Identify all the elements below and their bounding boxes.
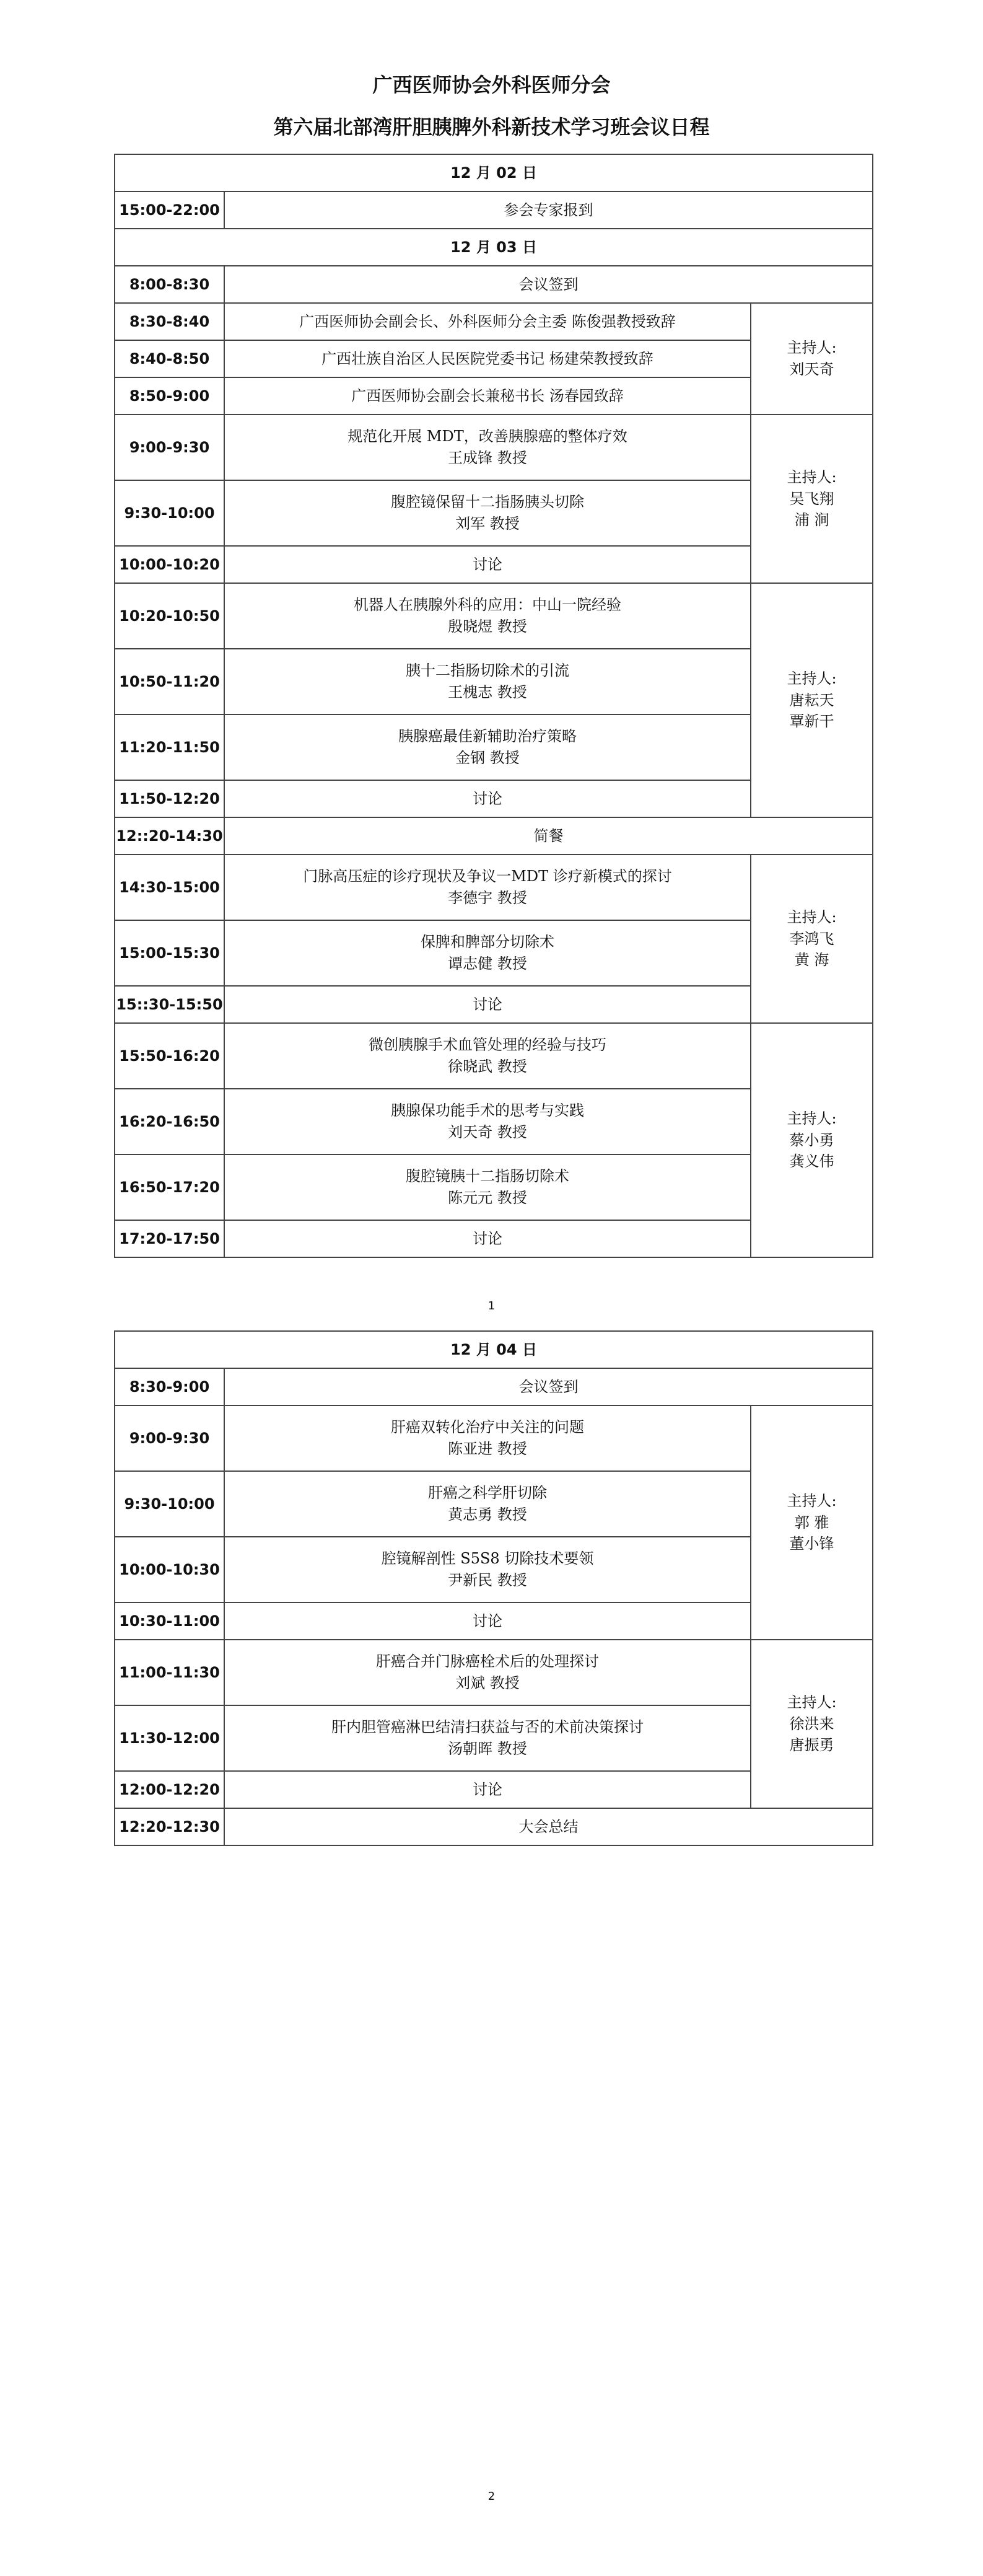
time-cell: 15:50-16:20 (115, 1023, 224, 1089)
session-cell: 讨论 (224, 780, 751, 817)
host-cell (751, 1405, 873, 1640)
speaker-name: 陈亚进 教授 (448, 1440, 527, 1457)
session-cell (224, 583, 751, 649)
time-cell: 8:00-8:30 (115, 266, 224, 303)
speaker-name: 刘斌 教授 (455, 1674, 520, 1692)
time-cell: 12:20-12:30 (115, 1808, 224, 1845)
time-cell: 9:00-9:30 (115, 415, 224, 480)
talk-title: 胰十二指肠切除术的引流 (406, 662, 569, 680)
host-name: 龚义伟 (789, 1153, 834, 1171)
time-cell: 9:30-10:00 (115, 1471, 224, 1537)
schedule-row (115, 583, 873, 649)
session-cell: 简餐 (224, 817, 873, 855)
host-name: 唐耘天 (789, 691, 834, 709)
time-cell: 10:50-11:20 (115, 649, 224, 714)
time-cell: 12::20-14:30 (115, 817, 224, 855)
host-cell (751, 415, 873, 583)
session-cell (224, 1471, 751, 1537)
talk-title: 腔镜解剖性 S5S8 切除技术要领 (381, 1550, 594, 1568)
time-cell: 10:00-10:30 (115, 1537, 224, 1602)
speaker-name: 王槐志 教授 (448, 684, 527, 701)
talk-title: 肝癌合并门脉癌栓术后的处理探讨 (376, 1653, 599, 1671)
time-cell: 10:00-10:20 (115, 546, 224, 583)
host-name: 覃新干 (789, 713, 834, 731)
host-cell (751, 303, 873, 415)
host-cell (751, 1640, 873, 1808)
session-cell (224, 920, 751, 986)
speaker-name: 金钢 教授 (455, 749, 520, 767)
document-subtitle: 第六届北部湾肝胆胰脾外科新技术学习班会议日程 (273, 115, 710, 139)
schedule-table-page-2 (114, 1330, 873, 1846)
talk-title: 微创胰腺手术血管处理的经验与技巧 (369, 1036, 606, 1054)
session-cell (224, 714, 751, 780)
day-header: 12 月 03 日 (115, 229, 873, 266)
session-cell (224, 649, 751, 714)
talk-title: 规范化开展 MDT，改善胰腺癌的整体疗效 (347, 428, 627, 446)
time-cell: 15:00-22:00 (115, 191, 224, 229)
host-label: 主持人: (787, 908, 837, 926)
talk-title: 腹腔镜保留十二指肠胰头切除 (391, 493, 584, 511)
time-cell: 8:40-8:50 (115, 340, 224, 377)
speaker-name: 尹新民 教授 (448, 1572, 527, 1589)
talk-title: 胰腺癌最佳新辅助治疗策略 (398, 728, 577, 745)
host-name: 徐洪来 (789, 1715, 834, 1733)
session-cell: 讨论 (224, 546, 751, 583)
host-label: 主持人: (787, 1492, 837, 1510)
session-cell (224, 1089, 751, 1154)
speaker-name: 汤朝晖 教授 (448, 1740, 527, 1757)
host-cell (751, 855, 873, 1023)
host-name: 李鸿飞 (789, 930, 834, 947)
schedule-row (115, 1023, 873, 1089)
session-cell (224, 1023, 751, 1089)
session-cell (224, 1705, 751, 1771)
host-label: 主持人: (787, 339, 837, 357)
time-cell: 16:20-16:50 (115, 1089, 224, 1154)
time-cell: 8:50-9:00 (115, 377, 224, 415)
session-cell (224, 1154, 751, 1220)
host-name: 董小锋 (789, 1535, 834, 1553)
session-cell (224, 1405, 751, 1471)
schedule-row (115, 1808, 873, 1845)
talk-title: 肝内胆管癌淋巴结清扫获益与否的术前决策探讨 (331, 1718, 644, 1736)
session-cell (224, 415, 751, 480)
session-cell: 讨论 (224, 986, 751, 1023)
speaker-name: 黄志勇 教授 (448, 1506, 527, 1523)
host-name: 刘天奇 (789, 361, 834, 378)
time-cell: 11:50-12:20 (115, 780, 224, 817)
schedule-row (115, 1405, 873, 1471)
session-cell: 讨论 (224, 1602, 751, 1640)
speaker-name: 刘天奇 教授 (448, 1123, 527, 1141)
host-name: 郭 雅 (794, 1513, 829, 1531)
host-name: 浦 涧 (794, 511, 829, 529)
schedule-row (115, 191, 873, 229)
speaker-name: 李德宇 教授 (448, 889, 527, 907)
host-label: 主持人: (787, 669, 837, 687)
schedule-row (115, 266, 873, 303)
schedule-row (115, 855, 873, 920)
session-cell: 讨论 (224, 1220, 751, 1257)
session-cell (224, 1537, 751, 1602)
page-number: 1 (487, 1299, 496, 1312)
session-cell (224, 1640, 751, 1705)
speaker-name: 殷晓煜 教授 (448, 618, 527, 635)
schedule-row (115, 1368, 873, 1405)
session-cell: 广西医师协会副会长、外科医师分会主委 陈俊强教授致辞 (224, 303, 751, 340)
session-cell: 广西医师协会副会长兼秘书长 汤春园致辞 (224, 377, 751, 415)
schedule-row (115, 1640, 873, 1705)
talk-title: 肝癌双转化治疗中关注的问题 (391, 1418, 584, 1436)
speaker-name: 王成锋 教授 (448, 449, 527, 467)
time-cell: 9:00-9:30 (115, 1405, 224, 1471)
time-cell: 17:20-17:50 (115, 1220, 224, 1257)
host-label: 主持人: (787, 468, 837, 486)
speaker-name: 谭志健 教授 (448, 955, 527, 972)
talk-title: 胰腺保功能手术的思考与实践 (391, 1102, 584, 1120)
host-name: 吴飞翔 (789, 490, 834, 508)
host-label: 主持人: (787, 1109, 837, 1127)
schedule-row (115, 415, 873, 480)
session-cell (224, 480, 751, 546)
host-name: 黄 海 (794, 951, 829, 969)
time-cell: 16:50-17:20 (115, 1154, 224, 1220)
speaker-name: 徐晓武 教授 (448, 1058, 527, 1075)
time-cell: 10:20-10:50 (115, 583, 224, 649)
session-cell: 讨论 (224, 1771, 751, 1808)
talk-title: 保脾和脾部分切除术 (421, 933, 554, 951)
time-cell: 8:30-9:00 (115, 1368, 224, 1405)
day-header: 12 月 04 日 (115, 1331, 873, 1368)
time-cell: 10:30-11:00 (115, 1602, 224, 1640)
session-cell: 广西壮族自治区人民医院党委书记 杨建荣教授致辞 (224, 340, 751, 377)
time-cell: 11:30-12:00 (115, 1705, 224, 1771)
schedule-row (115, 817, 873, 855)
session-cell: 大会总结 (224, 1808, 873, 1845)
time-cell: 12:00-12:20 (115, 1771, 224, 1808)
session-cell (224, 855, 751, 920)
session-cell: 会议签到 (224, 1368, 873, 1405)
host-name: 蔡小勇 (789, 1131, 834, 1149)
page-number: 2 (487, 2490, 496, 2503)
talk-title: 肝癌之科学肝切除 (428, 1484, 547, 1502)
schedule-table-page-1 (114, 154, 873, 1258)
session-cell: 参会专家报到 (224, 191, 873, 229)
time-cell: 8:30-8:40 (115, 303, 224, 340)
host-cell (751, 583, 873, 817)
speaker-name: 刘军 教授 (455, 515, 520, 532)
talk-title: 机器人在胰腺外科的应用：中山一院经验 (354, 596, 621, 614)
time-cell: 15::30-15:50 (115, 986, 224, 1023)
host-cell (751, 1023, 873, 1257)
schedule-row (115, 303, 873, 340)
host-name: 唐振勇 (789, 1736, 834, 1754)
host-label: 主持人: (787, 1693, 837, 1711)
talk-title: 门脉高压症的诊疗现状及争议一MDT 诊疗新模式的探讨 (303, 868, 672, 886)
talk-title: 腹腔镜胰十二指肠切除术 (406, 1167, 569, 1185)
time-cell: 14:30-15:00 (115, 855, 224, 920)
time-cell: 9:30-10:00 (115, 480, 224, 546)
speaker-name: 陈元元 教授 (448, 1189, 527, 1207)
time-cell: 15:00-15:30 (115, 920, 224, 986)
document-title: 广西医师协会外科医师分会 (372, 73, 611, 97)
session-cell: 会议签到 (224, 266, 873, 303)
time-cell: 11:20-11:50 (115, 714, 224, 780)
day-header: 12 月 02 日 (115, 154, 873, 191)
time-cell: 11:00-11:30 (115, 1640, 224, 1705)
